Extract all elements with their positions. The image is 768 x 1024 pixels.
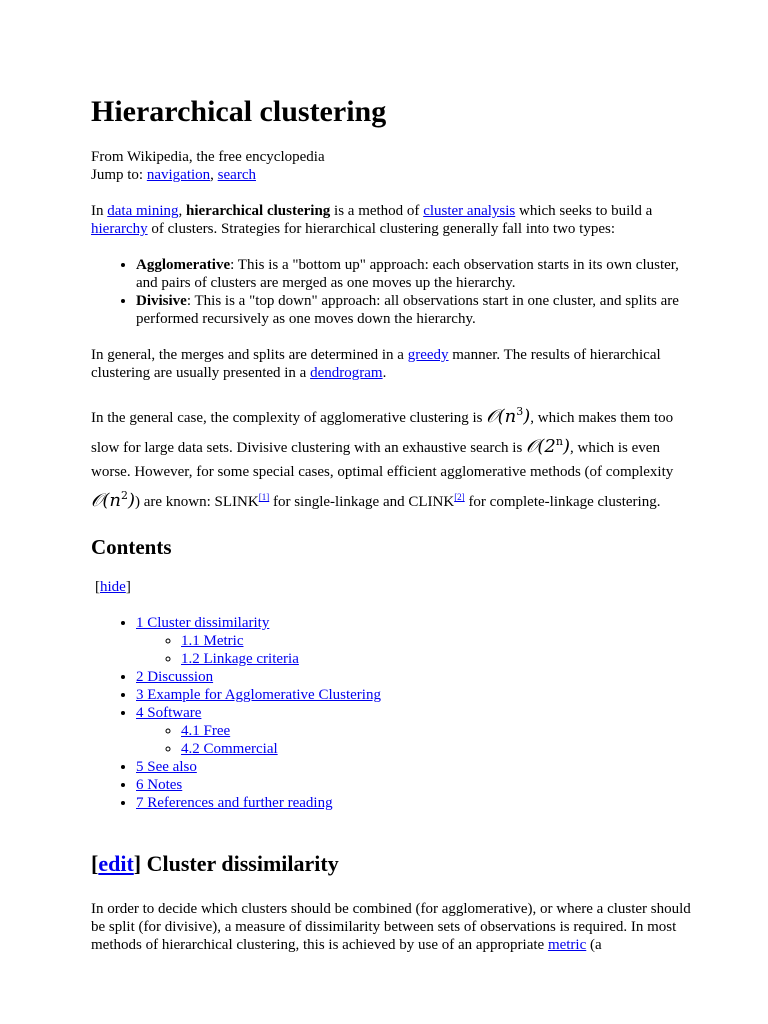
list-item-divisive: • Divisive: This is a "top down" approach: all observations start in one cluster, and splits are performed recursively as one moves down the hierarchy.: [136, 292, 691, 328]
toc-link-commercial[interactable]: 4.2 Commercial: [181, 741, 278, 757]
reference-2-link[interactable]: [2]: [454, 492, 465, 502]
cluster-analysis-link[interactable]: cluster analysis: [423, 203, 516, 219]
toc-link-linkage-criteria[interactable]: 1.2 Linkage criteria: [181, 651, 299, 667]
edit-section-link[interactable]: edit: [98, 851, 134, 876]
cluster-dissimilarity-paragraph: In order to decide which clusters should be combined (for agglomerative), or where a cluster should be split (for divisive), a measure of dissimilarity between sets of observations is required. In most methods of hierarchical clustering, this is achieved by use of an appropriate metric (a: [91, 901, 691, 953]
article-meta: [91, 148, 691, 184]
toc-link-notes[interactable]: 6 Notes: [136, 777, 183, 793]
toc-sublist: [136, 722, 691, 758]
toc-link-metric[interactable]: 1.1 Metric: [181, 633, 244, 649]
term-bold: hierarchical clustering: [186, 203, 331, 219]
toc-item: [136, 614, 691, 668]
math-formula-2n: 𝒪(2$^n$): [526, 435, 570, 457]
search-link[interactable]: search: [217, 167, 256, 183]
toc-link-see-also[interactable]: 5 See also: [136, 759, 197, 775]
math-formula-n3: $𝒪(n^3)$: [486, 405, 531, 427]
toc-link-free[interactable]: 4.1 Free: [181, 723, 231, 739]
article-content: [91, 92, 691, 954]
dendrogram-link[interactable]: dendrogram: [310, 365, 383, 381]
jump-label: Jump to:: [91, 167, 144, 183]
hierarchy-link[interactable]: hierarchy: [91, 221, 148, 237]
data-mining-link[interactable]: data mining: [107, 203, 179, 219]
toc-item: [136, 704, 691, 758]
contents-heading: Contents: [91, 535, 172, 559]
toc-item: [136, 776, 691, 794]
toc-item: [136, 794, 691, 812]
toc-sublist: [136, 632, 691, 668]
page-title: Hierarchical clustering: [91, 95, 387, 128]
intro-paragraph: In data mining, hierarchical clustering is a method of cluster analysis which seeks to build a hierarchy of clusters. Strategies for hierarchical clustering generally fall into two types:: [91, 203, 653, 237]
toc-toggle: [hide]: [95, 579, 131, 595]
greedy-paragraph: In general, the merges and splits are determined in a greedy manner. The results of hierarchical clustering are usually presented in a dendrogram.: [91, 347, 661, 381]
navigation-link[interactable]: navigation: [146, 167, 211, 183]
toc-item: [136, 758, 691, 776]
jump-links: Jump to: navigation, search: [91, 167, 256, 183]
toc-link-discussion[interactable]: 2 Discussion: [136, 669, 214, 685]
types-list: [91, 256, 691, 328]
math-formula-n2: $𝒪(n^2)$: [91, 489, 135, 511]
toc-subitem: [181, 722, 691, 740]
toc-subitem: [181, 632, 691, 650]
toc-item: [136, 668, 691, 686]
toc-subitem: [181, 740, 691, 758]
toc-item: [136, 686, 691, 704]
list-item-agglomerative: • Agglomerative: This is a "bottom up" approach: each observation starts in its own cluster, and pairs of clusters are merged as one moves up the hierarchy.: [136, 256, 691, 292]
toc-link-software[interactable]: 4 Software: [136, 705, 202, 721]
section-heading-cluster-dissimilarity: [edit] Cluster dissimilarity: [91, 851, 339, 876]
reference-1-link[interactable]: [1]: [258, 492, 270, 502]
complexity-paragraph: In the general case, the complexity of agglomerative clustering is $𝒪(n^3)$, which makes them too slow for large data sets. Divisive clustering with an exhaustive search is 𝒪(2$^n$), which is even worse. However, for some special cases, optimal efficient agglomerative methods (of complexity $𝒪(n^2)$) are known: SLINK[1] for single-linkage and CLINK[2] for complete-linkage clustering.: [91, 405, 674, 511]
greedy-link[interactable]: greedy: [407, 347, 449, 363]
toc-hide-link[interactable]: hide: [100, 579, 126, 595]
toc-link-references[interactable]: 7 References and further reading: [136, 795, 333, 811]
toc-list: [91, 614, 691, 812]
tagline: From Wikipedia, the free encyclopedia: [91, 149, 325, 165]
metric-link[interactable]: metric: [547, 937, 587, 953]
toc-link-example[interactable]: 3 Example for Agglomerative Clustering: [136, 687, 381, 703]
toc-subitem: [181, 650, 691, 668]
toc-link-cluster-dissimilarity[interactable]: 1 Cluster dissimilarity: [136, 615, 270, 631]
